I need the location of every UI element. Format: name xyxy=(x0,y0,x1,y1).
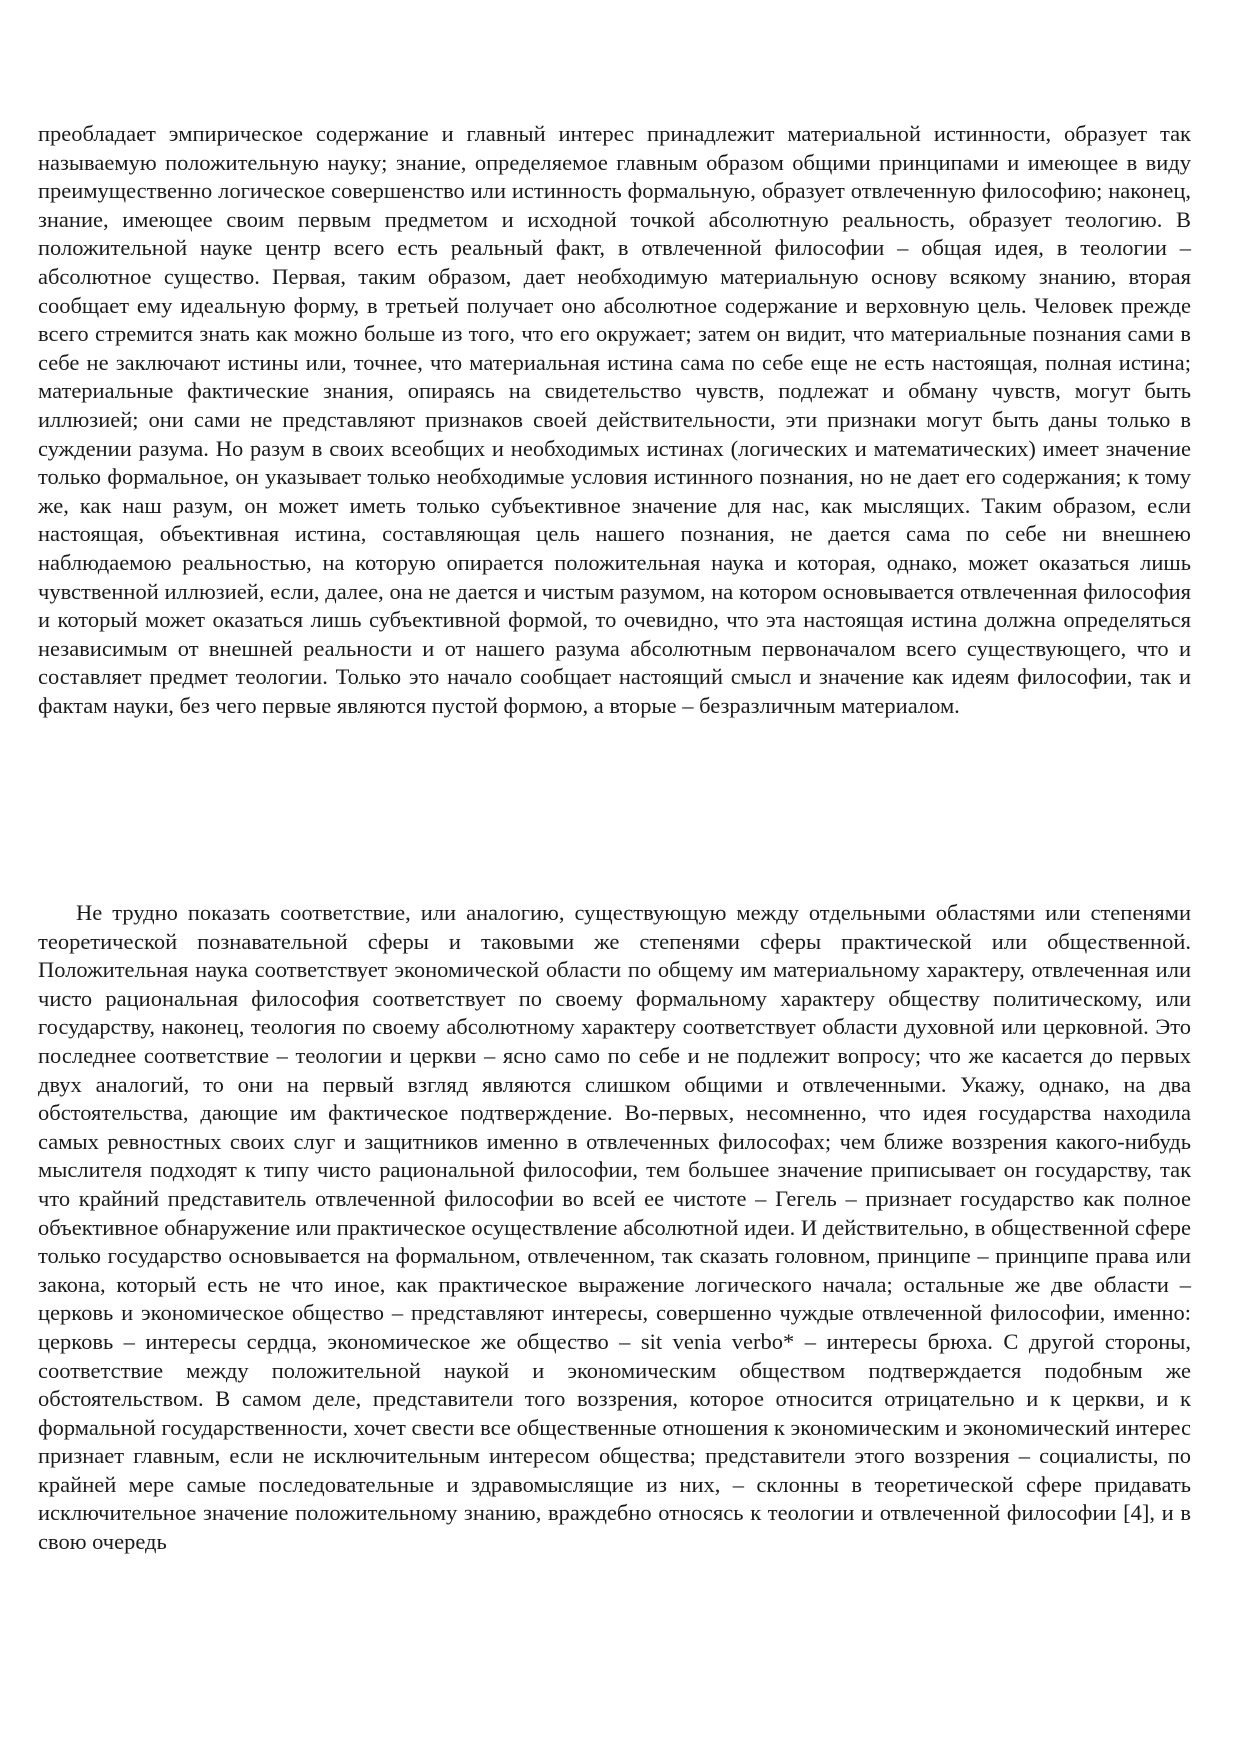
paragraph-continuation: преобладает эмпирическое содержание и главный интерес принадлежит материальной истинности, образует так называемую положительную науку; знание, определяемое главным образом общими принципами и имеющее в виду преимущественно логическое совершенство или истинность формальную, образует отвлеченную философию; наконец, знание, имеющее своим первым предметом и исходной точкой абсолютную реальность, образует теологию. В положительной науке центр всего есть реальный факт, в отвлеченной философии – общая идея, в теологии – абсолютное существо. Первая, таким образом, дает необходимую материальную основу всякому знанию, вторая сообщает ему идеальную форму, в третьей получает оно абсолютное содержание и верховную цель. Человек прежде всего стремится знать как можно больше из того, что его окружает; затем он видит, что материальные познания сами в себе не заключают истины или, точнее, что материальная истина сама по себе еще не есть настоящая, полная истина; материальные фактические знания, опираясь на свидетельство чувств, подлежат и обману чувств, могут быть иллюзией; они сами не представляют признаков своей действительности, эти признаки могут быть даны только в суждении разума. Но разум в своих всеобщих и необходимых истинах (логических и математических) имеет значение только формальное, он указывает только необходимые условия истинного познания, но не дает его содержания; к тому же, как наш разум, он может иметь только субъективное значение для нас, как мыслящих. Таким образом, если настоящая, объективная истина, составляющая цель нашего познания, не дается сама по себе ни внешнею наблюдаемою реальностью, на которую опирается положительная наука и которая, однако, может оказаться лишь чувственной иллюзией, если, далее, она не дается и чистым разумом, на котором основывается отвлеченная философия и который может оказаться лишь субъективной формой, то очевидно, что эта настоящая истина должна определяться независимым от внешней реальности и от нашего разума абсолютным первоначалом всего существующего, что и составляет предмет теологии. Только это начало сообщает настоящий смысл и значение как идеям философии, так и фактам науки, без чего первые являются пустой формою, а вторые – безразличным материалом. xyxy=(38,121,1191,718)
paragraph-analogy: Не трудно показать соответствие, или аналогию, существующую между отдельными областями или степенями теоретической познавательной сферы и таковыми же степенями сферы практической или общественной. Положительная наука соответствует экономической области по общему им материальному характеру, отвлеченная или чисто рациональная философия соответствует по своему формальному характеру обществу политическому, или государству, наконец, теология по своему абсолютному характеру соответствует области духовной или церковной. Это последнее соответствие – теологии и церкви – ясно само по себе и не подлежит вопросу; что же касается до первых двух аналогий, то они на первый взгляд являются слишком общими и отвлеченными. Укажу, однако, на два обстоятельства, дающие им фактическое подтверждение. Во-первых, несомненно, что идея государства находила самых ревностных своих слуг и защитников именно в отвлеченных философах; чем ближе воззрения какого-нибудь мыслителя подходят к типу чисто рациональной философии, тем большее значение приписывает он государству, так что крайний представитель отвлеченной философии во всей ее чистоте – Гегель – признает государство как полное объективное обнаружение или практическое осуществление абсолютной идеи. И действительно, в общественной сфере только государство основывается на формальном, отвлеченном, так сказать головном, принципе – принципе права или закона, который есть не что иное, как практическое выражение логического начала; остальные же две области – церковь и экономическое общество – представляют интересы, совершенно чуждые отвлеченной философии, именно: церковь – интересы сердца, экономическое же общество – sit venia verbo* – интересы брюха. С другой стороны, соответствие между положительной наукой и экономическим обществом подтверждается подобным же обстоятельством. В самом деле, представители того воззрения, которое относится отрицательно и к церкви, и к формальной государственности, хочет свести все общественные отношения к экономическим и экономический интерес признает главным, если не исключительным интересом общества; представители этого воззрения – социалисты, по крайней мере самые последовательные и здравомыслящие из них, – склонны в теоретической сфере придавать исключительное значение положительному знанию, враждебно относясь к теологии и отвлеченной философии [4], и в свою очередь xyxy=(38,900,1191,1555)
